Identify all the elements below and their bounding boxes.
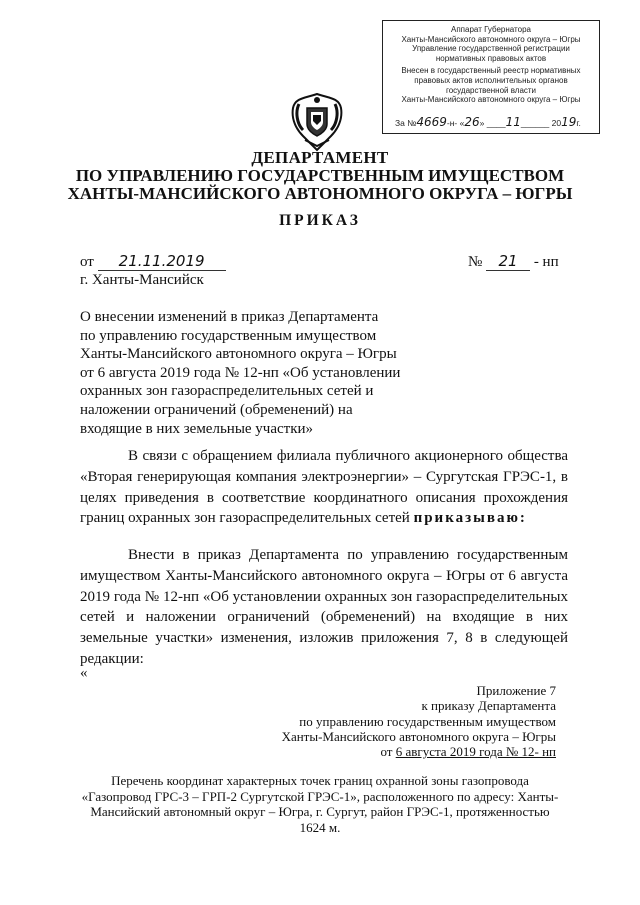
- appendix-line: Приложение 7: [476, 683, 556, 698]
- subject-line: наложении ограничений (обременений) на: [80, 401, 353, 418]
- appendix-line: Ханты-Мансийского автономного округа – Югры: [281, 728, 556, 744]
- stamp-line: нормативных правовых актов: [435, 53, 547, 63]
- stamp-line: Внесен в государственный реестр нормативных: [401, 66, 581, 76]
- reg-month: 11: [505, 115, 521, 130]
- title-line: 1624 м.: [299, 819, 341, 835]
- order-heading: ПРИКАЗ: [279, 212, 361, 229]
- appendix-reference: [282, 683, 556, 759]
- date-value: 21.11.2019: [98, 252, 226, 271]
- reg-suffix: г.: [576, 118, 581, 129]
- title-line: «Газопровод ГРС-3 – ГРП-2 Сургутской ГРЭС-1», расположенного по адресу: Ханты-: [81, 788, 559, 804]
- appendix-line: к приказу Департамента: [421, 698, 556, 714]
- city: г. Ханты-Мансийск: [80, 272, 204, 288]
- subject-line: входящие в них земельные участки»: [80, 420, 314, 437]
- stamp-line: Управление государственной регистрации: [412, 44, 570, 54]
- reg-year: 19: [561, 115, 577, 130]
- directive-text: Внести в приказ Департамента по управлению государственным имуществом Ханты-Мансийского автономного округа – Югры от 6 августа 2019 года № 12-нп «Об установлении охранных зон газораспределительных сетей и наложении ограничений (обременений) на входящие в них земельные участки» изменения, изложив приложения 7, 8 в следующей редакции:: [80, 547, 568, 667]
- number-suffix: - нп: [533, 254, 559, 270]
- registration-stamp: [382, 20, 600, 134]
- reg-number: 4669: [416, 115, 447, 130]
- title-line: Перечень координат характерных точек границ охранной зоны газопровода: [111, 773, 529, 788]
- order-word: приказываю:: [413, 510, 527, 527]
- stamp-line: Ханты-Мансийского автономного округа – Югры: [401, 34, 581, 44]
- stamp-line: правовых актов исполнительных органов: [414, 75, 568, 85]
- date-prefix: от: [80, 254, 94, 270]
- reg-day: 26: [464, 115, 480, 130]
- directive-paragraph: [80, 545, 568, 670]
- appendix-line: [282, 744, 556, 759]
- reg-prefix: За №: [395, 118, 417, 129]
- subject-line: охранных зон газораспределительных сетей и: [80, 383, 374, 400]
- order-number: [468, 252, 559, 271]
- appendix-line: по управлению государственным имуществом: [299, 713, 556, 729]
- stamp-registration-number: За №4669-н- «26» ____11______ 2019г.: [395, 115, 581, 130]
- preamble-text: В связи с обращением филиала публичного акционерного общества «Вторая генерирующая компания электроэнергии» – Сургутская ГРЭС-1, в целях приведения в соответствие координатного описания прохождения границ охранных зон газораспределительных сетей: [80, 448, 568, 527]
- department-region: ХАНТЫ-МАНСИЙСКОГО АВТОНОМНОГО ОКРУГА – ЮГРЫ: [67, 184, 573, 203]
- reg-year-prefix: 20: [551, 118, 562, 129]
- department-title: ДЕПАРТАМЕНТ: [251, 148, 389, 167]
- order-date: [80, 252, 226, 271]
- subject-line: О внесении изменений в приказ Департамента: [80, 309, 379, 325]
- subject-line: по управлению государственным имуществом: [80, 327, 377, 344]
- number-value: 21: [486, 252, 530, 271]
- appendix-date: 6 августа 2019 года № 12- нп: [395, 744, 556, 760]
- reg-sep: -н-: [446, 118, 458, 129]
- stamp-line: Ханты-Мансийского автономного округа – Югры: [401, 95, 581, 105]
- coat-of-arms-icon: [285, 90, 349, 154]
- stamp-line: государственной власти: [445, 85, 537, 95]
- preamble-paragraph: [80, 446, 568, 529]
- title-line: Мансийский автономный округ – Югра, г. Сургут, район ГРЭС-1, протяженностью: [90, 804, 550, 820]
- stamp-line: Аппарат Губернатора: [451, 25, 531, 34]
- department-subtitle: ПО УПРАВЛЕНИЮ ГОСУДАРСТВЕННЫМ ИМУЩЕСТВОМ: [75, 166, 565, 185]
- subject-line: Ханты-Мансийского автономного округа – Югры: [80, 346, 397, 363]
- opening-quote: «: [80, 665, 88, 681]
- coordinates-title: [60, 773, 580, 835]
- order-subject: [80, 308, 400, 438]
- number-prefix: №: [468, 254, 483, 270]
- appendix-date-prefix: от: [380, 744, 393, 760]
- subject-line: от 6 августа 2019 года № 12-нп «Об установлении: [80, 364, 401, 381]
